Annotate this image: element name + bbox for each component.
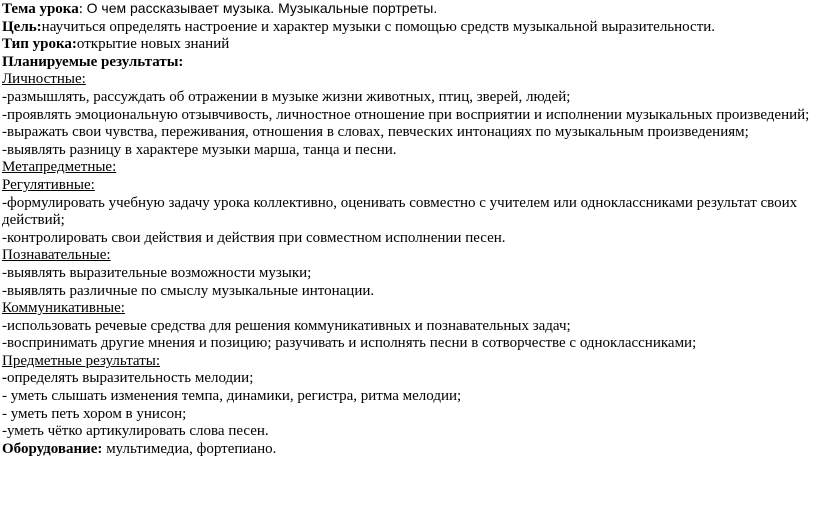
communicative-results-heading: Коммуникативные: <box>2 300 125 317</box>
regulative-result-item: -формулировать учебную задачу урока коллективно, оценивать совместно с учителем или одноклассниками результат своих действий; <box>2 194 798 229</box>
cognitive-results-heading: Познавательные: <box>2 247 111 264</box>
regulative-result-item: -контролировать свои действия и действия при совместном исполнении песен. <box>2 229 506 246</box>
subject-result-item: - уметь петь хором в унисон; <box>2 405 187 422</box>
cognitive-result-item: -выявлять выразительные возможности музыки; <box>2 264 312 281</box>
equipment-value: мультимедиа, фортепиано. <box>102 440 277 457</box>
personal-result-item: -проявлять эмоциональную отзывчивость, личностное отношение при восприятии и исполнении музыкальных произведений; <box>2 106 810 123</box>
subject-result-item <box>2 370 812 388</box>
lesson-goal-value: научиться определять настроение и характер музыки с помощью средств музыкальной выразительности. <box>41 18 716 35</box>
lesson-type-value: открытие новых знаний <box>76 36 230 53</box>
lesson-plan-document <box>2 0 812 458</box>
equipment-label: Оборудование: <box>2 440 103 457</box>
regulative-results-heading: Регулятивные: <box>2 176 95 193</box>
lesson-goal-label: Цель: <box>2 18 42 35</box>
subject-result-dash: - <box>2 370 7 387</box>
lesson-topic-value: О чем рассказывает музыка. Музыкальные портреты. <box>86 0 438 16</box>
lesson-type-label: Тип урока: <box>2 36 77 53</box>
subject-results-heading: Предметные результаты: <box>2 352 160 369</box>
planned-results-heading: Планируемые результаты: <box>2 53 184 70</box>
lesson-topic-colon: : <box>78 1 87 17</box>
personal-result-item: -размышлять, рассуждать об отражении в музыке жизни животных, птиц, зверей, людей; <box>2 88 571 105</box>
cognitive-result-item: -выявлять различные по смыслу музыкальные интонации. <box>2 282 375 299</box>
lesson-topic-line <box>2 0 812 19</box>
subject-result-item: - уметь слышать изменения темпа, динамики, регистра, ритма мелодии; <box>2 388 462 405</box>
lesson-goal-line <box>2 19 812 37</box>
subject-result-item: -уметь чётко артикулировать слова песен. <box>2 423 269 440</box>
personal-results-heading: Личностные: <box>2 71 86 88</box>
lesson-type-line <box>2 36 812 54</box>
lesson-topic-label: Тема урока <box>2 1 79 17</box>
equipment-line <box>2 441 812 459</box>
communicative-result-item: -воспринимать другие мнения и позицию; разучивать и исполнять песни в сотворчестве с одноклассниками; <box>2 335 697 352</box>
personal-result-item: -выражать свои чувства, переживания, отношения в словах, певческих интонациях по музыкальным произведениям; <box>2 124 749 141</box>
metasubject-results-heading: Метапредметные: <box>2 159 117 176</box>
subject-result-text: определять выразительность мелодии; <box>7 370 254 387</box>
personal-result-item: -выявлять разницу в характере музыки марша, танца и песни. <box>2 141 397 158</box>
communicative-result-item: -использовать речевые средства для решения коммуникативных и познавательных задач; <box>2 317 571 334</box>
